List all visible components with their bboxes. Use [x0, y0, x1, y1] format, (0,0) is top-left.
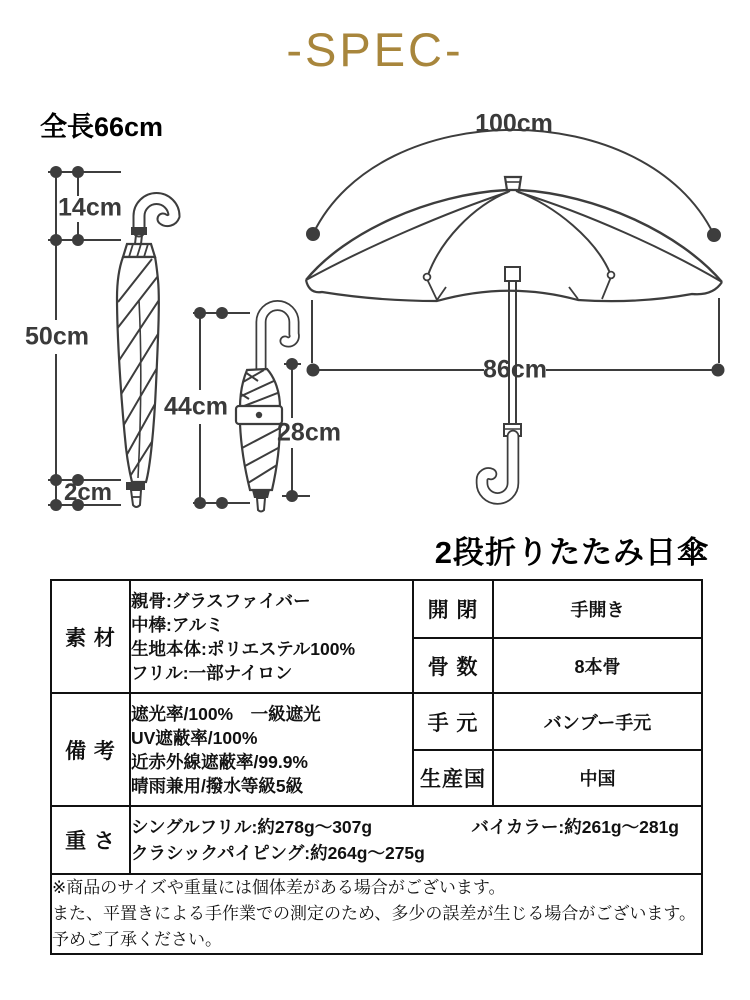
arc-width-label: 100cm — [475, 109, 553, 138]
material-label: 素 材 — [51, 580, 130, 693]
open-close-value: 手開き — [493, 580, 702, 638]
weight-label: 重 さ — [51, 806, 130, 874]
open-close-label: 開 閉 — [413, 580, 493, 638]
footnote-line: ※商品のサイズや重量には個体差がある場合がございます。 — [52, 878, 506, 897]
country-label: 生産国 — [413, 750, 493, 806]
folded-body-label: 28cm — [277, 418, 341, 447]
body-length-label: 50cm — [25, 322, 89, 351]
open-diameter-label: 86cm — [483, 355, 547, 384]
footnote — [51, 874, 702, 954]
closed-umbrella-drawing — [116, 199, 174, 507]
weight-item: シングルフリル:約278g〜307g — [131, 817, 373, 837]
material-line: 生地本体:ポリエステル100% — [131, 638, 356, 659]
notes-line: 晴雨兼用/撥水等級5級 — [131, 775, 304, 796]
total-length-label: 全長66cm — [40, 112, 164, 142]
product-type-heading: 2段折りたたみ日傘 — [434, 535, 709, 570]
material-line: 中棒:アルミ — [131, 614, 224, 635]
ribs-label: 骨 数 — [413, 638, 493, 693]
folded-total-label: 44cm — [164, 392, 228, 421]
weight-item: バイカラー:約261g〜281g — [471, 817, 679, 837]
footnote-line: また、平置きによる手作業での測定のため、多少の誤差が生じる場合がございます。 — [52, 904, 696, 923]
open-umbrella-drawing — [306, 177, 722, 498]
weight-value — [130, 806, 702, 874]
notes-line: 近赤外線遮蔽率/99.9% — [131, 751, 308, 772]
notes-line: 遮光率/100% 一級遮光 — [131, 703, 321, 724]
handle-length-label: 14cm — [58, 193, 122, 222]
material-line: 親骨:グラスファイバー — [131, 590, 311, 611]
notes-value — [130, 693, 413, 806]
tip-length-label: 2cm — [63, 479, 113, 506]
ribs-value: 8本骨 — [493, 638, 702, 693]
weight-item: クラシックパイピング:約264g〜275g — [131, 843, 425, 863]
handle-label: 手 元 — [413, 693, 493, 750]
footnote-line: 予めご了承ください。 — [52, 930, 222, 949]
country-value: 中国 — [493, 750, 702, 806]
handle-value: バンブー手元 — [493, 693, 702, 750]
material-value — [130, 580, 413, 693]
material-line: フリル:一部ナイロン — [131, 662, 293, 683]
notes-line: UV遮蔽率/100% — [131, 727, 258, 748]
spec-table — [50, 579, 703, 955]
page-title: -SPEC- — [286, 23, 464, 76]
folded-umbrella-drawing — [236, 306, 294, 512]
notes-label: 備 考 — [51, 693, 130, 806]
